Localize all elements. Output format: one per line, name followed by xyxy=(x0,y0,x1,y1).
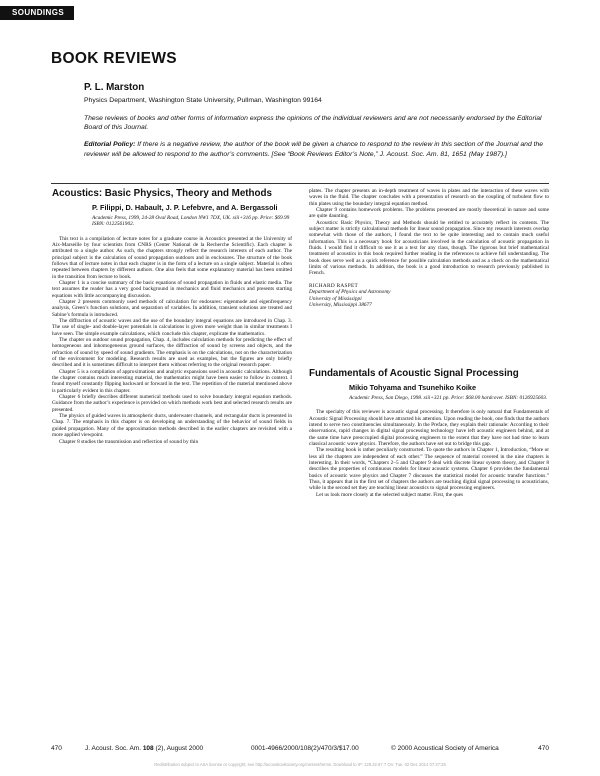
reviewer-location: University, Mississippi 38677 xyxy=(309,301,372,308)
review1-paragraph: The chapter on outdoor sound propagation, Chap. 4, includes calculation methods for predicting the effect of homogeneous and inhomogeneous ground surfaces, the diffraction of sound by screens and objects, and the refraction of sound by speed of sound gradients. The emphasis is on the calculations, not on the characterization of the environment for modeling. Research results are used as examples, but the figures are only briefly described and it is sometimes difficult to interpret them without referring to the original research paper. xyxy=(52,337,292,369)
editor-intro: These reviews of books and other forms of information express the opinions of the individual reviewers and are not necessarily endorsed by the Editorial Board of this Journal. xyxy=(84,115,542,132)
review1-paragraph: Chapter 2 presents commonly used methods of calculation for endosures: eigenmode and eigenfrequency analysis, Green’s function solutions, and separation of variables. In addition, transient solutions are treated and Sabine’s formula is introduced. xyxy=(52,298,292,318)
review2-title: Fundamentals of Acoustic Signal Processing xyxy=(309,368,519,380)
journal-codes: 0001-4966/2000/108(2)/470/3/$17.00 xyxy=(251,745,359,752)
page-footer xyxy=(51,744,549,754)
reviewer-name: RICHARD RASPET xyxy=(309,282,359,289)
editorial-policy-text: If there is a negative review, the author of the book will be given a chance to respond to the review in this section of the Journal and the reviewer will be allowed to respond to the author’s comments. [See “Book Reviews Editor’s Note,” J. Acoust. Soc. Am. 81, 1651 (May 1987).] xyxy=(84,141,544,158)
review2-paragraph: The resulting book is rather peculiarly constructed. To quote the authors in Chapter 1, Introduction, “More or less all the chapters are independent of each other.” The sequence of material covered in the nine chapters is interesting. In their words, “Chapters 2–5 and Chapter 9 deal with discrete linear system theory, and Chapter 8 describes the properties of continuous models for linear acoustic systems. Chapter 6 provides the fundamental basics of acoustic wave physics and Chapter 7 discusses the statistical model for acoustic transfer functions.” Thus, it appears that in the first set of chapters the authors are teaching digital signal processing to acousticians, while in the second set they are teaching linear acoustics to signal processing engineers. xyxy=(309,447,549,492)
section-divider xyxy=(51,183,549,184)
journal-name: J. Acoust. Soc. Am. xyxy=(85,745,143,752)
review1-title: Acoustics: Basic Physics, Theory and Methods xyxy=(52,188,272,199)
journal-volume: 108 xyxy=(142,745,154,752)
page-number-right: 470 xyxy=(538,745,549,752)
left-column xyxy=(52,188,292,445)
review2-publication: Academic Press, San Diego, 1998. xiii+321 pp. Price: $68.00 hardcover. ISBN: 0126925603. xyxy=(349,394,548,401)
section-tag: SOUNDINGS xyxy=(0,6,74,20)
review1-paragraph: Chapter 1 is a concise summary of the basic equations of sound propagation in fluids and elastic media. The text assumes the reader has a very good background in mechanics and fluid mechanics and presents starting equations with little accompanying discussion. xyxy=(52,279,292,299)
review1-authors: P. Filippi, D. Habault, J. P. Lefebvre, and A. Bergassoli xyxy=(92,202,278,212)
download-watermark: Redistribution subject to ASA license or copyright; see http://acousticalsociety.org/content/terms. Download to IP: 129.22.67.7 On: Tue, 02 Dec 2014 07:27:25 xyxy=(154,762,446,767)
right-column xyxy=(309,188,549,498)
review-spacer xyxy=(309,308,549,368)
review1-paragraph: Chapter 5 is a compilation of approximations and analytic expansions used in acoustic calculations. Although the chapter contains much interesting material, the mathematics might have been easier to follow in context. I found myself constantly flipping backward or forward in the text. The repetition of the material mentioned above is particularly evident in this chapter. xyxy=(52,368,292,394)
editor-block xyxy=(84,82,554,159)
review1-paragraph: Acoustics: Basic Physics, Theory and Methods should be retitled to accurately reflect its contents. The subject matter is strictly calculational methods for linear sound propagation. Since my research interests overlap somewhat with those of the authors, I found the text to be quite interesting and to contain much useful information. This is a necessary book for acousticians involved in the calculation of acoustic propagation in fluids. I would find it difficult to use it as a text for any class, though. The rigorous but brief mathematical treatment of acoustics in this book required further reading in the references to achieve full understanding. The book does serve well as a quick reference for possible calculation methods and as a check on the mathematical limits of various methods. In addition, the book is a good introduction to research previously published in French. xyxy=(309,219,549,277)
reviewer-university: University of Mississippi xyxy=(309,295,362,302)
page-number-left: 470 xyxy=(51,745,62,752)
review1-publication: Academic Press, 1999, 24-28 Oval Road, London NW1 7DX, UK. xiii+316 pp. Price: $69.99 ISBN: 0122561902. xyxy=(92,214,290,227)
review2-paragraph: Let us look more closely at the selected subject matter. First, the ques xyxy=(316,491,464,498)
review1-paragraph: Chapter 6 briefly describes different numerical methods used to solve boundary integral equation methods. Guidance from the author’s experience is provided on which methods work best and selected research results are presented. xyxy=(52,394,292,413)
journal-citation xyxy=(85,744,203,754)
review1-paragraph: The physics of guided waves in atmospheric ducts, underwater channels, and rectangular ducts is presented in Chap. 7. The emphasis in this chapter is on developing an understanding of the behavior of sound fields in guided propagation. Many of the approximation methods described in the earlier chapters are revisited with a more applied viewpoint. xyxy=(52,413,292,439)
journal-issue: (2), August 2000 xyxy=(153,745,204,752)
editor-name: P. L. Marston xyxy=(84,82,145,93)
editorial-policy xyxy=(84,140,554,158)
review1-paragraph: This text is a compilation of lecture notes for a graduate course in Acoustics presented at the University of Aix-Marseille by four scientists from CNRS (Center National de la Recherche Scientific). Each chapter is attributed to a single author. As such, the chapters strongly reflect the research interests of each author. The principal subject is the calculation of sound propagation outdoors and in enclosures. The structure of the book follows that of lecture notes in that each chapter is in the form of a lecture on a single subject. Material is often repeated between chapters by different authors. One also feels that some explanatory material has been omitted in the transition from lecture to book. xyxy=(52,235,292,280)
review1-paragraph: The diffraction of acoustic waves and the use of the boundary integral equations are introduced in Chap. 3. The use of single- and double-layer potentials in calculations is given more weight than in similar treatments I have seen. The simple example calculations, which conclude this chapter, explicate the mathematics. xyxy=(52,317,292,337)
copyright: © 2000 Acoustical Society of America xyxy=(391,745,499,752)
review1-paragraph: plates. The chapter presents an in-depth treatment of waves in plates and the interaction of these waves with waves in the fluid. The chapter concludes with a presentation of research on the coupling of turbulent flow to thin plates using the boundary integral equation method. xyxy=(309,188,549,207)
review2-paragraph: The specialty of this reviewer is acoustic signal processing. It therefore is only natural that Fundamentals of Acoustic Signal Processing should have attracted his attention. Upon reading the book, one finds that the authors intend to serve two constituencies simultaneously. In the Preface, they explain their rationale: According to their observations, rapid changes in digital signal processing technology have left acoustic engineers behind, and at the same time have preoccupied digital processing engineers to the extent that they have not had time to learn classical acoustic wave physics. Therefore, the authors have set out to bridge this gap. xyxy=(309,409,549,447)
editorial-policy-label: Editorial Policy: xyxy=(84,141,136,149)
section-title: BOOK REVIEWS xyxy=(51,50,177,67)
review1-paragraph: Chapter 8 studies the transmission and reflection of sound by thin xyxy=(59,438,199,445)
editor-affiliation: Physics Department, Washington State University, Pullman, Washington 99164 xyxy=(84,97,322,104)
review1-paragraph: Chapter 9 contains homework problems. The problems presented are mostly theoretical in nature and some are quite daunting. xyxy=(309,207,549,220)
review2-authors: Mikio Tohyama and Tsunehiko Koike xyxy=(349,382,477,392)
reviewer-department: Department of Physics and Astronomy xyxy=(309,289,391,296)
